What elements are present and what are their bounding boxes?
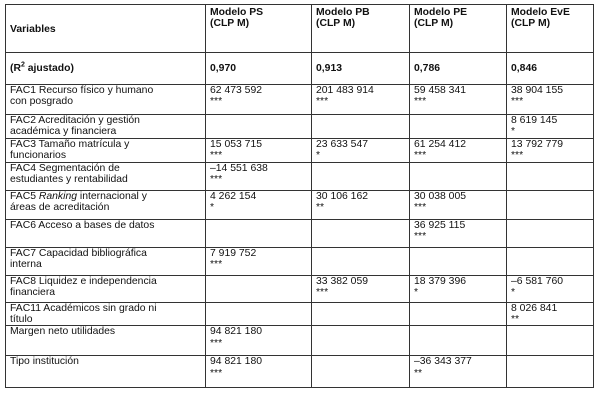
significance-stars: * [511, 126, 516, 138]
table-row [6, 356, 594, 388]
value-cell-ps [206, 138, 312, 162]
significance-stars: *** [414, 96, 427, 108]
coefficient-value: 36 925 115 [414, 219, 466, 231]
value-cell-pb [312, 138, 410, 162]
row-label-emphasis: Ranking [38, 190, 77, 202]
r2-label-prefix: (R [10, 62, 21, 74]
value-cell-ps [206, 302, 312, 326]
significance-stars: *** [414, 231, 427, 243]
coefficient-value: 59 458 341 [414, 85, 467, 96]
coefficient-value: 8 026 841 [511, 302, 558, 314]
significance-stars: *** [414, 202, 427, 214]
header-label-modelo-ps: Modelo PS [210, 7, 264, 18]
value-cell-ps [206, 162, 312, 190]
r2-value-ps: 0,970 [206, 53, 312, 85]
value-cell-pe [410, 356, 507, 388]
row-label-line2: estudiantes y rentabilidad [10, 174, 128, 186]
table-row [6, 275, 594, 302]
r2-value-eve: 0,846 [507, 53, 594, 85]
header-unit-modelo-ps: (CLP M) [210, 18, 250, 30]
value-cell-ps [206, 275, 312, 302]
value-cell-pe [410, 247, 507, 275]
coefficient-value: 61 254 412 [414, 138, 467, 150]
significance-stars: *** [316, 287, 329, 299]
row-label-line1: Margen neto utilidades [10, 326, 116, 338]
r2-label-superscript: 2 [20, 61, 25, 69]
significance-stars: ** [414, 367, 423, 379]
coefficient-value: –36 343 377 [414, 356, 472, 368]
r2-label-cell [6, 53, 206, 85]
value-cell-ps [206, 356, 312, 388]
significance-stars: ** [316, 202, 325, 214]
row-label-suffix: internacional y [77, 190, 147, 202]
significance-stars: *** [210, 150, 223, 162]
coefficient-value: 201 483 914 [316, 85, 374, 96]
value-cell-eve [507, 302, 594, 326]
value-cell-ps [206, 247, 312, 275]
value-cell-pe [410, 85, 507, 115]
significance-stars: *** [414, 150, 427, 162]
coefficient-value: 18 379 396 [414, 275, 467, 287]
coefficient-value: 8 619 145 [511, 115, 558, 126]
value-cell-eve [507, 162, 594, 190]
table-row [6, 219, 594, 247]
coefficient-value: 4 262 154 [210, 190, 257, 202]
coefficient-value: 15 053 715 [210, 138, 263, 150]
r2-value-pb: 0,913 [312, 53, 410, 85]
row-label-line1: FAC8 Liquidez e independencia [10, 275, 157, 287]
coefficient-value: 94 821 180 [210, 356, 263, 368]
header-cell-modelo-ps [206, 5, 312, 53]
row-label-line2: financiera [10, 287, 56, 299]
value-cell-eve [507, 326, 594, 356]
row-label-line1 [10, 191, 201, 202]
row-label-cell [6, 302, 206, 326]
value-cell-pb [312, 219, 410, 247]
coefficient-value: –6 581 760 [511, 275, 564, 287]
coefficient-value: 7 919 752 [210, 247, 257, 259]
value-cell-pb [312, 247, 410, 275]
header-label-variables: Variables [10, 23, 56, 35]
significance-stars: *** [511, 96, 524, 108]
row-label-line2: académica y financiera [10, 126, 117, 138]
table-row [6, 162, 594, 190]
significance-stars: * [511, 287, 516, 299]
value-cell-eve [507, 356, 594, 388]
data-rows [6, 85, 594, 388]
value-cell-pe [410, 326, 507, 356]
regression-results-table [5, 4, 594, 388]
value-cell-eve [507, 247, 594, 275]
value-cell-pe [410, 115, 507, 139]
value-cell-pb [312, 356, 410, 388]
coefficient-value: –14 551 638 [210, 162, 268, 174]
table-row [6, 85, 594, 115]
row-label-cell [6, 326, 206, 356]
value-cell-eve [507, 115, 594, 139]
value-cell-eve [507, 85, 594, 115]
header-label-modelo-eve: Modelo EvE [511, 7, 570, 18]
significance-stars: * [316, 150, 321, 162]
value-cell-pe [410, 275, 507, 302]
row-label-cell [6, 219, 206, 247]
significance-stars: * [210, 202, 215, 214]
value-cell-pb [312, 190, 410, 219]
value-cell-pb [312, 302, 410, 326]
value-cell-eve [507, 138, 594, 162]
coefficient-value: 62 473 592 [210, 85, 263, 96]
row-label-cell [6, 190, 206, 219]
table-row [6, 115, 594, 139]
value-cell-pe [410, 190, 507, 219]
header-row [6, 5, 594, 53]
row-label-cell [6, 162, 206, 190]
value-cell-pb [312, 162, 410, 190]
coefficient-value: 33 382 059 [316, 275, 369, 287]
row-label-line1: FAC11 Académicos sin grado ni [10, 302, 157, 314]
row-label-line1: Tipo institución [10, 356, 79, 368]
header-cell-variables [6, 5, 206, 53]
table-row [6, 247, 594, 275]
value-cell-pb [312, 326, 410, 356]
r2-label-suffix: ajustado) [24, 62, 74, 74]
row-label-line2: con posgrado [10, 96, 73, 108]
row-label-line1: FAC3 Tamaño matrícula y [10, 138, 130, 150]
value-cell-pe [410, 138, 507, 162]
value-cell-pe [410, 162, 507, 190]
row-label-line1: FAC1 Recurso físico y humano [10, 85, 154, 96]
value-cell-ps [206, 85, 312, 115]
coefficient-value: 38 904 155 [511, 85, 564, 96]
value-cell-pb [312, 275, 410, 302]
significance-stars: *** [210, 367, 223, 379]
results-table-container [5, 4, 594, 388]
value-cell-eve [507, 190, 594, 219]
value-cell-ps [206, 326, 312, 356]
value-cell-eve [507, 219, 594, 247]
row-label-cell [6, 138, 206, 162]
significance-stars: *** [316, 96, 329, 108]
row-label-line2: áreas de acreditación [10, 202, 110, 214]
table-row [6, 302, 594, 326]
significance-stars: * [414, 287, 419, 299]
header-label-modelo-pb: Modelo PB [316, 7, 370, 18]
header-label-modelo-pe: Modelo PE [414, 7, 468, 18]
r2-row [6, 53, 594, 85]
header-cell-modelo-pb [312, 5, 410, 53]
row-label-line2: funcionarios [10, 150, 67, 162]
row-label-prefix: FAC5 [10, 190, 39, 202]
row-label-line1: FAC2 Acreditación y gestión [10, 115, 140, 126]
significance-stars: *** [210, 96, 223, 108]
coefficient-value: 23 633 547 [316, 138, 369, 150]
row-label-line2: título [10, 314, 33, 326]
table-row [6, 326, 594, 356]
row-label-cell [6, 275, 206, 302]
row-label-line1: FAC7 Capacidad bibliográfica [10, 247, 147, 259]
row-label-line1: FAC4 Segmentación de [10, 162, 120, 174]
value-cell-ps [206, 115, 312, 139]
coefficient-value: 30 038 005 [414, 190, 467, 202]
significance-stars: *** [511, 150, 524, 162]
header-cell-modelo-eve [507, 5, 594, 53]
header-cell-modelo-pe [410, 5, 507, 53]
table-row [6, 190, 594, 219]
row-label-cell [6, 247, 206, 275]
header-unit-modelo-pe: (CLP M) [414, 18, 454, 30]
header-unit-modelo-eve: (CLP M) [511, 18, 551, 30]
value-cell-pe [410, 219, 507, 247]
value-cell-pb [312, 85, 410, 115]
coefficient-value: 30 106 162 [316, 190, 369, 202]
r2-value-pe: 0,786 [410, 53, 507, 85]
significance-stars: ** [511, 314, 520, 326]
table-row [6, 138, 594, 162]
row-label-cell [6, 356, 206, 388]
significance-stars: *** [210, 259, 223, 271]
coefficient-value: 13 792 779 [511, 138, 564, 150]
value-cell-pe [410, 302, 507, 326]
significance-stars: *** [210, 174, 223, 186]
row-label-line2: interna [10, 259, 42, 271]
value-cell-pb [312, 115, 410, 139]
row-label-cell [6, 115, 206, 139]
row-label-line1: FAC6 Acceso a bases de datos [10, 219, 155, 231]
value-cell-ps [206, 190, 312, 219]
coefficient-value: 94 821 180 [210, 326, 263, 338]
row-label-cell [6, 85, 206, 115]
value-cell-eve [507, 275, 594, 302]
value-cell-ps [206, 219, 312, 247]
significance-stars: *** [210, 337, 223, 349]
header-unit-modelo-pb: (CLP M) [316, 18, 356, 30]
